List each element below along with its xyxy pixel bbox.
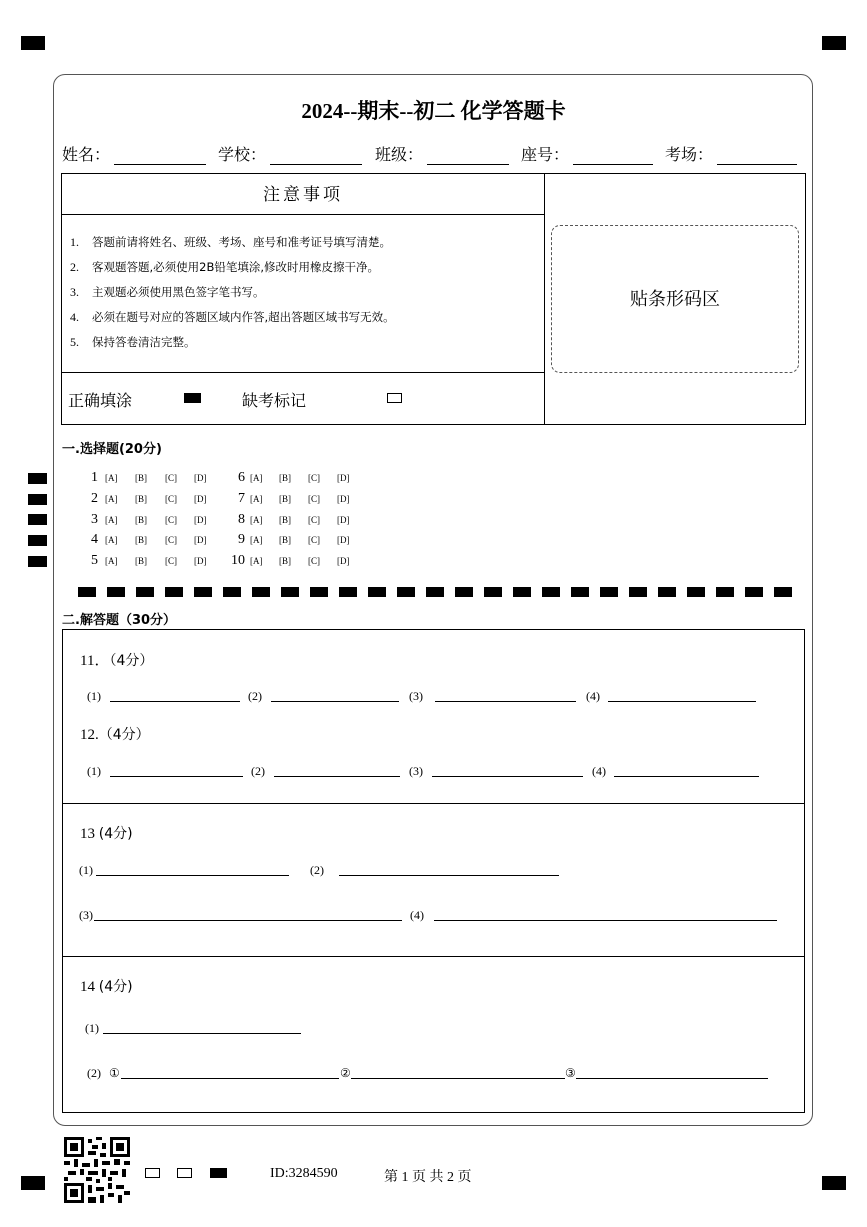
separator-dash <box>745 587 763 597</box>
option-d[interactable]: [D] <box>194 535 207 545</box>
footer-mark-hollow <box>177 1168 192 1178</box>
seat-label: 座号： <box>521 145 570 164</box>
q14-blank-2-2[interactable] <box>351 1078 565 1079</box>
barcode-area <box>551 225 799 373</box>
separator-dash <box>542 587 560 597</box>
option-d[interactable]: [D] <box>337 494 350 504</box>
separator-dash <box>513 587 531 597</box>
timing-mark <box>28 494 47 505</box>
notice-item: 3. 主观题必须使用黑色签字笔书写。 <box>70 285 265 299</box>
page-indicator: 第 1 页 共 2 页 <box>384 1170 472 1185</box>
school-field[interactable] <box>218 142 362 165</box>
option-b[interactable]: [B] <box>135 473 147 483</box>
question-number: 1 <box>91 470 98 485</box>
q13-blank-3[interactable] <box>94 920 402 921</box>
q12-blank-4[interactable] <box>614 776 759 777</box>
option-a[interactable]: [A] <box>250 494 263 504</box>
notice-item: 4. 必须在题号对应的答题区域内作答,超出答题区域书写无效。 <box>70 310 395 324</box>
q11-blank-label: (1) <box>87 689 101 703</box>
option-c[interactable]: [C] <box>165 494 177 504</box>
separator-dash <box>716 587 734 597</box>
q14-blank-label: (2) <box>87 1066 101 1080</box>
timing-mark <box>28 556 47 567</box>
corner-mark-bottom-right <box>822 1176 846 1190</box>
timing-mark <box>28 514 47 525</box>
q12-heading: 12.（4分） <box>80 727 150 743</box>
separator-dash <box>107 587 125 597</box>
q14-blank-1[interactable] <box>103 1033 301 1034</box>
option-d[interactable]: [D] <box>337 515 350 525</box>
q13-heading: 13 (4分) <box>80 826 133 842</box>
q13-blank-1[interactable] <box>96 875 289 876</box>
class-line <box>427 148 509 165</box>
question-number: 10 <box>231 553 245 568</box>
option-a[interactable]: [A] <box>105 535 118 545</box>
option-b[interactable]: [B] <box>279 515 291 525</box>
question-number: 6 <box>238 470 245 485</box>
separator-dash <box>571 587 589 597</box>
q14-blank-label: ① <box>109 1066 120 1080</box>
essay-divider-1 <box>62 803 805 804</box>
option-a[interactable]: [A] <box>105 473 118 483</box>
q11-blank-label: (4) <box>586 689 600 703</box>
notice-list <box>70 233 395 358</box>
option-c[interactable]: [C] <box>308 494 320 504</box>
option-b[interactable]: [B] <box>135 556 147 566</box>
option-a[interactable]: [A] <box>105 556 118 566</box>
q12-blank-label: (2) <box>251 764 265 778</box>
separator-dash <box>310 587 328 597</box>
separator-dash <box>194 587 212 597</box>
option-b[interactable]: [B] <box>279 556 291 566</box>
barcode-label: 贴条形码区 <box>630 289 720 310</box>
class-label: 班级： <box>375 145 424 164</box>
q13-blank-label: (1) <box>79 863 93 877</box>
option-a[interactable]: [A] <box>250 473 263 483</box>
absent-mark-checkbox[interactable] <box>387 393 402 403</box>
q13-blank-4[interactable] <box>434 920 777 921</box>
separator-dash <box>136 587 154 597</box>
option-d[interactable]: [D] <box>194 494 207 504</box>
class-field[interactable] <box>375 142 509 165</box>
option-b[interactable]: [B] <box>135 494 147 504</box>
option-d[interactable]: [D] <box>337 535 350 545</box>
option-c[interactable]: [C] <box>308 515 320 525</box>
option-c[interactable]: [C] <box>308 556 320 566</box>
separator-dash <box>397 587 415 597</box>
option-a[interactable]: [A] <box>250 535 263 545</box>
separator-dash <box>600 587 618 597</box>
name-field[interactable] <box>62 142 206 165</box>
separator-dash <box>252 587 270 597</box>
corner-mark-bottom-left <box>21 1176 45 1190</box>
option-c[interactable]: [C] <box>165 556 177 566</box>
option-a[interactable]: [A] <box>105 515 118 525</box>
notice-divider-vertical <box>544 173 545 425</box>
q11-blank-label: (3) <box>409 689 423 703</box>
sheet-title: 2024--期末--初二 化学答题卡 <box>301 99 566 123</box>
question-number: 8 <box>238 512 245 527</box>
option-b[interactable]: [B] <box>135 535 147 545</box>
seat-field[interactable] <box>521 142 653 165</box>
option-c[interactable]: [C] <box>165 473 177 483</box>
q11-blank-1[interactable] <box>110 701 240 702</box>
corner-mark-top-left <box>21 36 45 50</box>
q11-blank-4[interactable] <box>608 701 756 702</box>
separator-dash <box>223 587 241 597</box>
q12-blank-label: (1) <box>87 764 101 778</box>
question-number: 9 <box>238 532 245 547</box>
correct-fill-sample <box>184 393 201 403</box>
footer-mark-solid <box>210 1168 227 1178</box>
separator-dash <box>426 587 444 597</box>
option-c[interactable]: [C] <box>165 515 177 525</box>
q12-blank-2[interactable] <box>274 776 400 777</box>
option-a[interactable]: [A] <box>105 494 118 504</box>
separator-dash <box>281 587 299 597</box>
q14-blank-label: ② <box>340 1066 351 1080</box>
absent-mark-label: 缺考标记 <box>242 391 307 410</box>
q13-blank-label: (4) <box>410 908 424 922</box>
option-d[interactable]: [D] <box>194 473 207 483</box>
q14-blank-2-1[interactable] <box>121 1078 339 1079</box>
option-a[interactable]: [A] <box>250 515 263 525</box>
option-b[interactable]: [B] <box>279 494 291 504</box>
separator-dash <box>629 587 647 597</box>
separator-dash <box>658 587 676 597</box>
timing-mark <box>28 535 47 546</box>
separator-dash <box>339 587 357 597</box>
q14-heading: 14 (4分) <box>80 979 133 995</box>
seat-line <box>573 148 653 165</box>
q11-blank-3[interactable] <box>435 701 576 702</box>
q12-blank-label: (4) <box>592 764 606 778</box>
separator-dash <box>484 587 502 597</box>
q13-blank-2[interactable] <box>339 875 559 876</box>
exam-room-line <box>717 148 797 165</box>
separator-dash <box>368 587 386 597</box>
q13-blank-label: (2) <box>310 863 324 877</box>
option-c[interactable]: [C] <box>165 535 177 545</box>
qr-code-icon <box>64 1137 130 1203</box>
notice-item: 5. 保持答卷清洁完整。 <box>70 335 196 349</box>
option-d[interactable]: [D] <box>194 515 207 525</box>
q14-blank-label: ③ <box>565 1066 576 1080</box>
essay-section-title: 二.解答题（30分） <box>62 613 177 628</box>
question-number: 4 <box>91 532 98 547</box>
exam-room-label: 考场： <box>665 145 714 164</box>
option-d[interactable]: [D] <box>337 556 350 566</box>
school-label: 学校： <box>218 145 267 164</box>
q11-heading: 11．（4分） <box>80 653 154 669</box>
notice-divider-bottom <box>61 372 545 373</box>
question-number: 7 <box>238 491 245 506</box>
q12-blank-label: (3) <box>409 764 423 778</box>
option-b[interactable]: [B] <box>135 515 147 525</box>
separator-dash <box>687 587 705 597</box>
option-d[interactable]: [D] <box>194 556 207 566</box>
name-line <box>114 148 206 165</box>
footer-mark-hollow <box>145 1168 160 1178</box>
timing-mark <box>28 473 47 484</box>
option-d[interactable]: [D] <box>337 473 350 483</box>
q12-blank-1[interactable] <box>110 776 243 777</box>
question-number: 3 <box>91 512 98 527</box>
option-b[interactable]: [B] <box>279 535 291 545</box>
separator-dash <box>774 587 792 597</box>
notice-item: 1. 答题前请将姓名、班级、考场、座号和准考证号填写清楚。 <box>70 235 391 249</box>
correct-fill-label: 正确填涂 <box>68 391 133 410</box>
question-number: 2 <box>91 491 98 506</box>
q14-blank-label: (1) <box>85 1021 99 1035</box>
option-c[interactable]: [C] <box>308 473 320 483</box>
sheet-id: ID:3284590 <box>270 1166 338 1181</box>
choice-section-title: 一.选择题(20分) <box>62 442 162 457</box>
essay-divider-2 <box>62 956 805 957</box>
notice-item: 2. 客观题答题,必须使用2B铅笔填涂,修改时用橡皮擦干净。 <box>70 260 380 274</box>
school-line <box>270 148 362 165</box>
q11-blank-label: (2) <box>248 689 262 703</box>
question-number: 5 <box>91 553 98 568</box>
q13-blank-label: (3) <box>79 908 93 922</box>
option-c[interactable]: [C] <box>308 535 320 545</box>
q12-blank-3[interactable] <box>432 776 583 777</box>
option-a[interactable]: [A] <box>250 556 263 566</box>
separator-dash <box>78 587 96 597</box>
q11-blank-2[interactable] <box>271 701 399 702</box>
exam-room-field[interactable] <box>665 142 797 165</box>
separator-dash <box>165 587 183 597</box>
option-b[interactable]: [B] <box>279 473 291 483</box>
name-label: 姓名： <box>62 145 111 164</box>
separator-dash <box>455 587 473 597</box>
notice-title: 注意事项 <box>263 185 343 205</box>
corner-mark-top-right <box>822 36 846 50</box>
q14-blank-2-3[interactable] <box>576 1078 768 1079</box>
